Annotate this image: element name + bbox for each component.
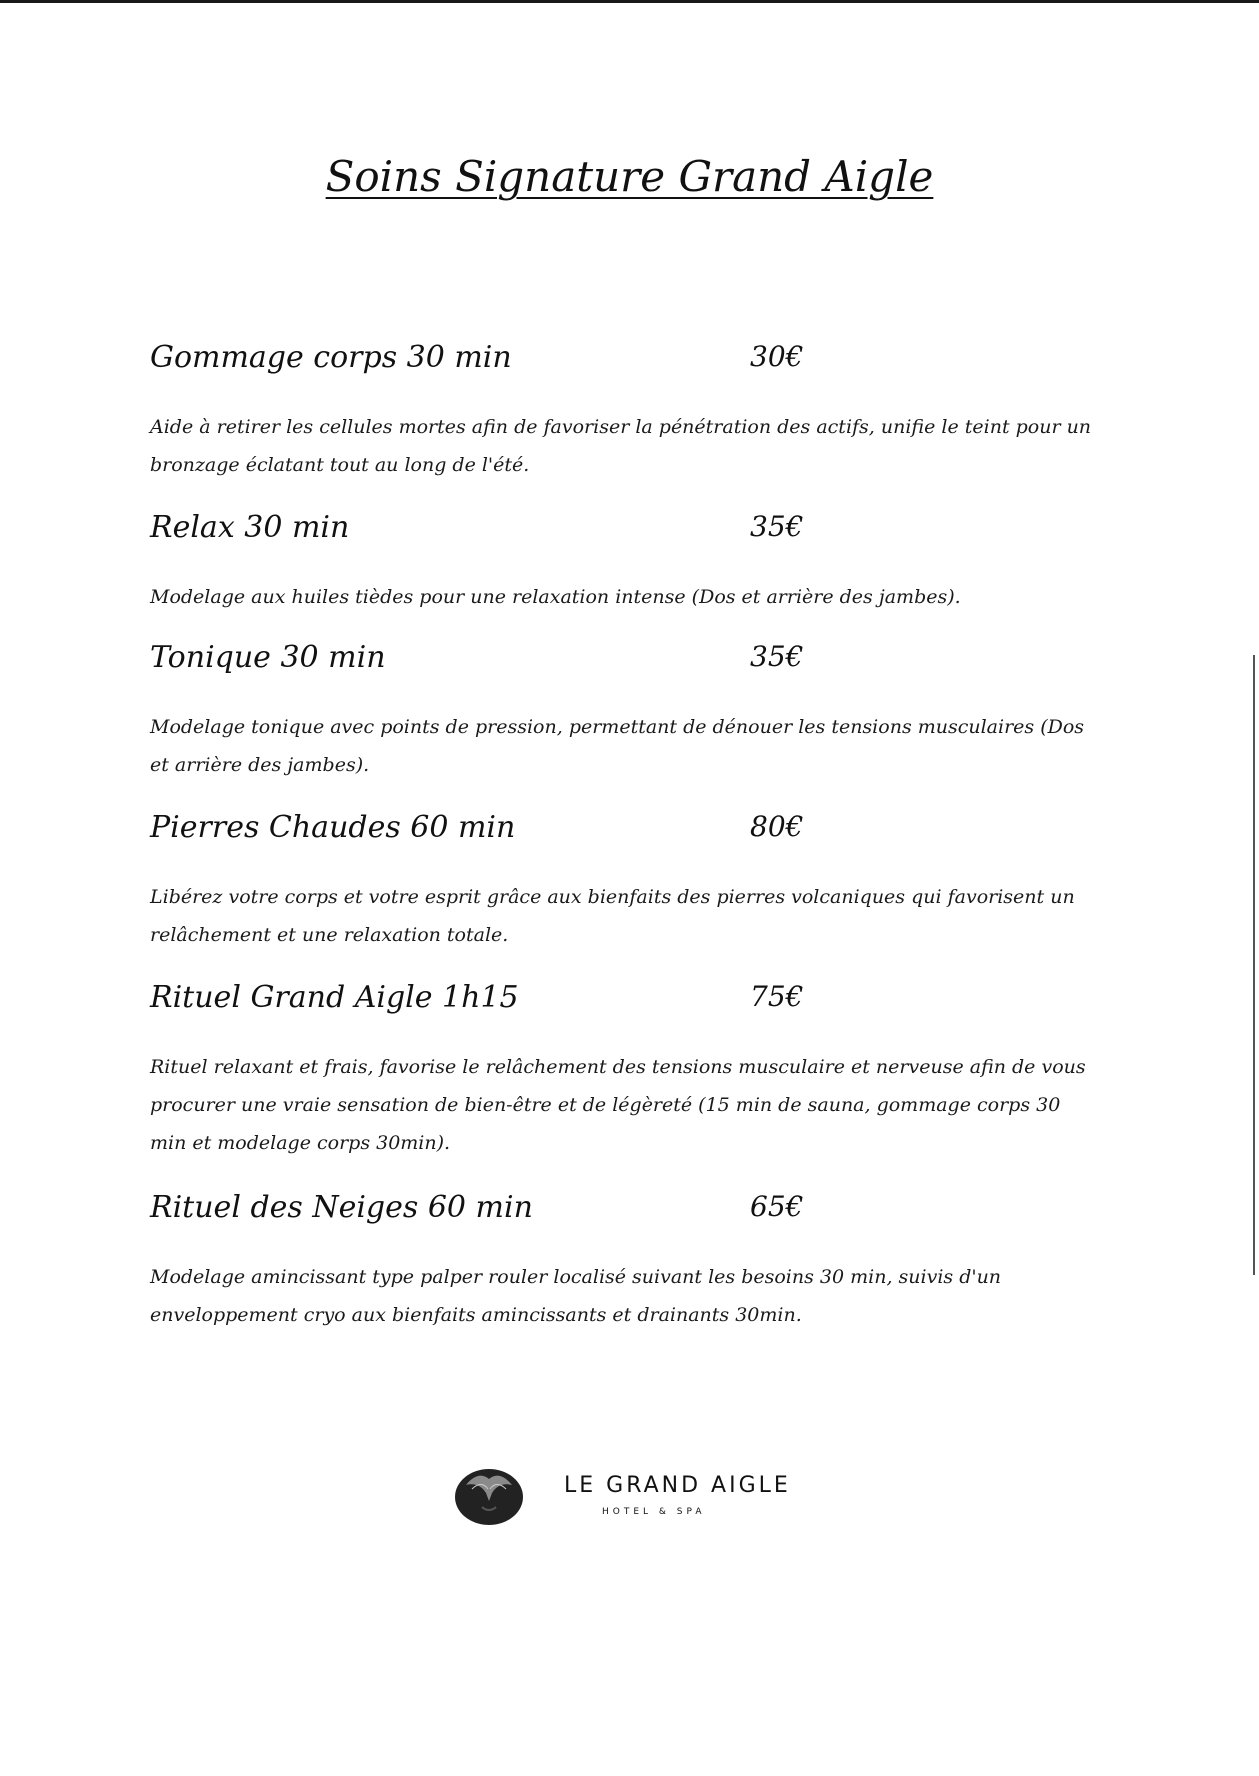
treatment-price: 75€: [750, 980, 804, 1013]
treatment-price: 30€: [750, 340, 804, 373]
treatment-description: Modelage tonique avec points de pression, permettant de dénouer les tensions musculaires (Dos et arrière des jambes).: [150, 716, 1085, 776]
treatment-header: [150, 510, 1100, 560]
page-title: Soins Signature Grand Aigle: [325, 152, 934, 201]
treatment-list: [150, 340, 1100, 1360]
logo-subtitle: HOTEL & SPA: [602, 1507, 706, 1517]
treatment-item: [150, 640, 1100, 810]
treatment-name: Pierres Chaudes 60 min: [150, 810, 516, 845]
eagle-emblem-icon: [452, 1463, 527, 1529]
treatment-item: [150, 510, 1100, 640]
treatment-description: Libérez votre corps et votre esprit grâce aux bienfaits des pierres volcaniques qui favorisent un relâchement et une relaxation totale.: [150, 886, 1075, 946]
treatment-description: Modelage aux huiles tièdes pour une relaxation intense (Dos et arrière des jambes).: [150, 586, 961, 608]
treatment-price: 65€: [750, 1190, 804, 1223]
treatment-price: 35€: [750, 510, 804, 543]
treatment-header: [150, 1190, 1100, 1240]
treatment-item: [150, 1190, 1100, 1360]
treatment-price: 35€: [750, 640, 804, 673]
treatment-header: [150, 640, 1100, 690]
treatment-item: [150, 340, 1100, 510]
scan-border-top: [0, 0, 1259, 3]
treatment-item: [150, 980, 1100, 1190]
treatment-name: Rituel Grand Aigle 1h15: [150, 980, 519, 1015]
treatment-name: Relax 30 min: [150, 510, 350, 545]
treatment-name: Gommage corps 30 min: [150, 340, 512, 375]
treatment-name: Tonique 30 min: [150, 640, 386, 675]
treatment-price: 80€: [750, 810, 804, 843]
treatment-description: Aide à retirer les cellules mortes afin de favoriser la pénétration des actifs, unifie le teint pour un bronzage éclatant tout au long de l'été.: [150, 416, 1092, 476]
treatment-description: Modelage amincissant type palper rouler localisé suivant les besoins 30 min, suivis d'un enveloppement cryo aux bienfaits amincissants et drainants 30min.: [150, 1266, 1002, 1326]
treatment-description: Rituel relaxant et frais, favorise le relâchement des tensions musculaire et nerveuse afin de vous procurer une vraie sensation de bien-être et de légèreté (15 min de sauna, gommage corps 30 min et modelage corps 30min).: [150, 1056, 1086, 1154]
logo-name: LE GRAND AIGLE: [564, 1473, 791, 1498]
treatment-item: [150, 810, 1100, 980]
treatment-header: [150, 980, 1100, 1030]
treatment-header: [150, 340, 1100, 390]
treatment-name: Rituel des Neiges 60 min: [150, 1190, 533, 1225]
scan-border-right: [1253, 655, 1255, 1275]
treatment-header: [150, 810, 1100, 860]
hotel-logo: [452, 1463, 812, 1533]
